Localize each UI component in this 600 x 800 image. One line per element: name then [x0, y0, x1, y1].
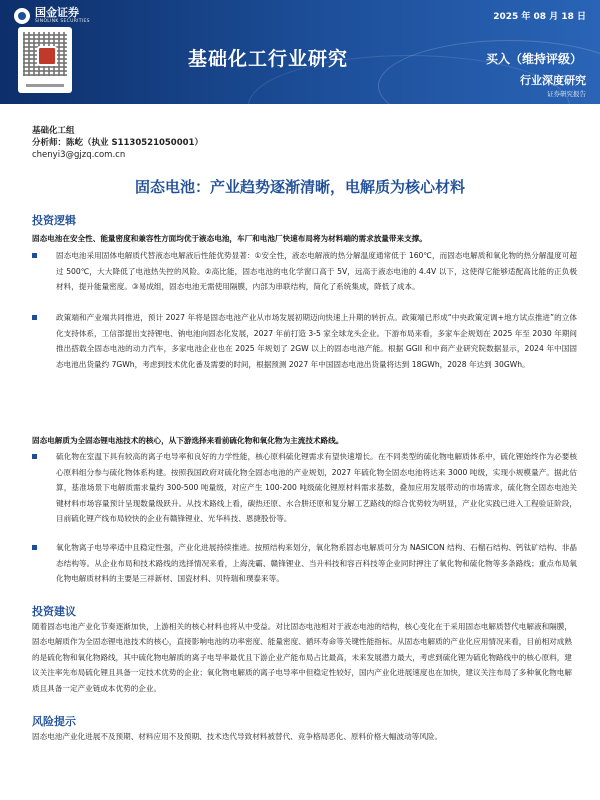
- analyst-email: chenyi3@gjzq.com.cn: [32, 150, 126, 160]
- risk-paragraph: 固态电池产业化进展不及预期、材料应用不及预期、技术迭代导致材料被替代、竞争格局恶化、原料价格大幅波动等风险。: [32, 732, 443, 741]
- page-title: 固态电池：产业趋势逐渐清晰，电解质为核心材料: [134, 178, 465, 196]
- report-header-banner: [0, 0, 600, 104]
- bullet-text: 政策端和产业端共同推进，预计 2027 年将是固态电池产业从市场发展初期迈向快速上升期的转折点。政策端已形成“中央政策定调+地方试点推进”的立体化支持体系，工信部提出支持锂电、钠电池向固态化发展，2027 年前打造 3-5 家全球龙头企业。下游布局来看，多家车企规划在 2025 年至 2030 年期间推出搭载全固态电池的动力汽车，多家电池企业也在 2025 年规划了 2GW 以上的固态电池产能。根据 GGII 和中商产业研究院数据显示，2024 年中国固态电池出货量约 7GWh，考虑到技术优化番及需要的时间，根据预测 2027 年中国固态电池出货量将达到 18GWh，2028 年达到 30GWh。: [56, 313, 577, 369]
- brand-logo-icon: [14, 8, 30, 24]
- report-type: 行业深度研究: [520, 74, 586, 87]
- section-heading-logic: 投资逻辑: [32, 214, 76, 227]
- brand-logo: [14, 7, 90, 25]
- qr-code-icon: [18, 27, 72, 93]
- rating-label: 买入（维持评级）: [485, 52, 582, 66]
- bullet-text: 硫化物在室温下具有较高的离子电导率和良好的力学性能，核心原料硫化锂需求有望快速增长。在不同类型的硫化物电解质体系中，硫化锂始终作为必要核心原料组分参与硫化物体系构建。按照我国政府对硫化物全固态电池的产业规划，2027 年硫化物全固态电池将达来 3000 吨级，实现小规模量产。据此估算，基准场景下电解质需求量约 300-500 吨量级，对应产生 100-200 吨级硫化锂原材料需求基数，叠加应用发展带动的市场需求，硫化物全固态电池关键材料市场容量预计呈现数量级跃升。从技术路线上看，碳热还原、水合肼还原和复分解工艺路线的综合优势较为明显，产业化实践已进入工程验证阶段，目前硫化锂产线布局较快的企业有赣锋锂业、光华科技、恩捷股份等。: [56, 452, 577, 524]
- bullet-item: [32, 310, 577, 372]
- bullet-square-icon: [32, 454, 37, 459]
- analyst-group: 基础化工组: [32, 126, 75, 136]
- report-subtype: 证券研究报告: [547, 90, 586, 98]
- bullet-item: [32, 248, 577, 295]
- advice-paragraph: 随着固态电池产业化节奏逐渐加快，上游相关的核心材料也将从中受益。对比固态电池相对于液态电池的结构，核心变化在于采用固态电解质替代电解液和隔膜，固态电解质作为全固态锂电池技术的核心，直接影响电池的功率密度、能量密度、循环寿命等关键性能指标。从固态电解质的产业化应用情况来看，目前相对成熟的是硫化物和氧化物路线，其中硫化物电解质的离子电导率最优且下游企业产能布局占比最高，未来发展潜力最大，考虑到硫化锂为硫化物路线中的核心原料，建议关注率先布局硫化锂且具备一定技术优势的企业；氧化物电解质的离子电导率中但稳定性较好，国内产业化进展速度也在加快，建议关注布局了多种氧化物电解质且具备一定产业链成本优势的企业。: [32, 622, 572, 693]
- section-heading-risk: 风险提示: [32, 715, 76, 728]
- bullet-square-icon: [32, 253, 37, 258]
- bullet-item: [32, 540, 577, 587]
- brand-name-cn: 国金证券: [35, 6, 79, 19]
- lead-sentence: 固态电池在安全性、能量密度和兼容性方面均优于液态电池，车厂和电池厂快速布局将为材料端的需求放量带来支撑。: [32, 234, 427, 243]
- report-title: 基础化工行业研究: [188, 48, 349, 70]
- section-heading-advice: 投资建议: [32, 605, 76, 618]
- analyst-info: [32, 125, 203, 161]
- bullet-text: 固态电池采用固体电解质代替液态电解液后性能优势显著：①安全性，液态电解液的热分解温度通常低于 160℃，而固态电解质和氧化物的热分解温度可超过 500℃，大大降低了电池热失控的风险。②高比能，固态电池的电化学窗口高于 5V，远高于液态电池的 4.4V 以下，这使得它能够适配高比能的正负极材料，提升能量密度。③易成组，固态电池无需使用隔膜，内部为串联结构，简化了系统集成，降低了成本。: [56, 251, 577, 292]
- report-date: 2025 年 08 月 18 日: [493, 12, 586, 22]
- bullet-item: [32, 449, 577, 527]
- lead-sentence: 固态电解质为全固态锂电池技术的核心，从下游选择来看前硫化物和氧化物为主流技术路线。: [32, 436, 344, 445]
- bullet-square-icon: [32, 315, 37, 320]
- brand-name-en: SINOLINK SECURITIES: [35, 19, 90, 24]
- bullet-square-icon: [32, 545, 37, 550]
- analyst-name: 分析师：陈屹（执业 S1130521050001）: [32, 138, 203, 148]
- bullet-text: 氧化物离子电导率适中且稳定性强，产业化进展持续推进。按照结构来划分，氧化物系固态电解质可分为 NASICON 结构、石榴石结构、钙钛矿结构、非晶态结构等。从企业布局和技术路线的选择情况来看，上海洗霸、赣锋锂业、当升科技和容百科技等企业同时押注了氧化物和硫化物等多条路线；重点布局氧化物电解质材料的主要是三祥新材、国瓷材料、贝特瑞和璞泰来等。: [56, 543, 577, 584]
